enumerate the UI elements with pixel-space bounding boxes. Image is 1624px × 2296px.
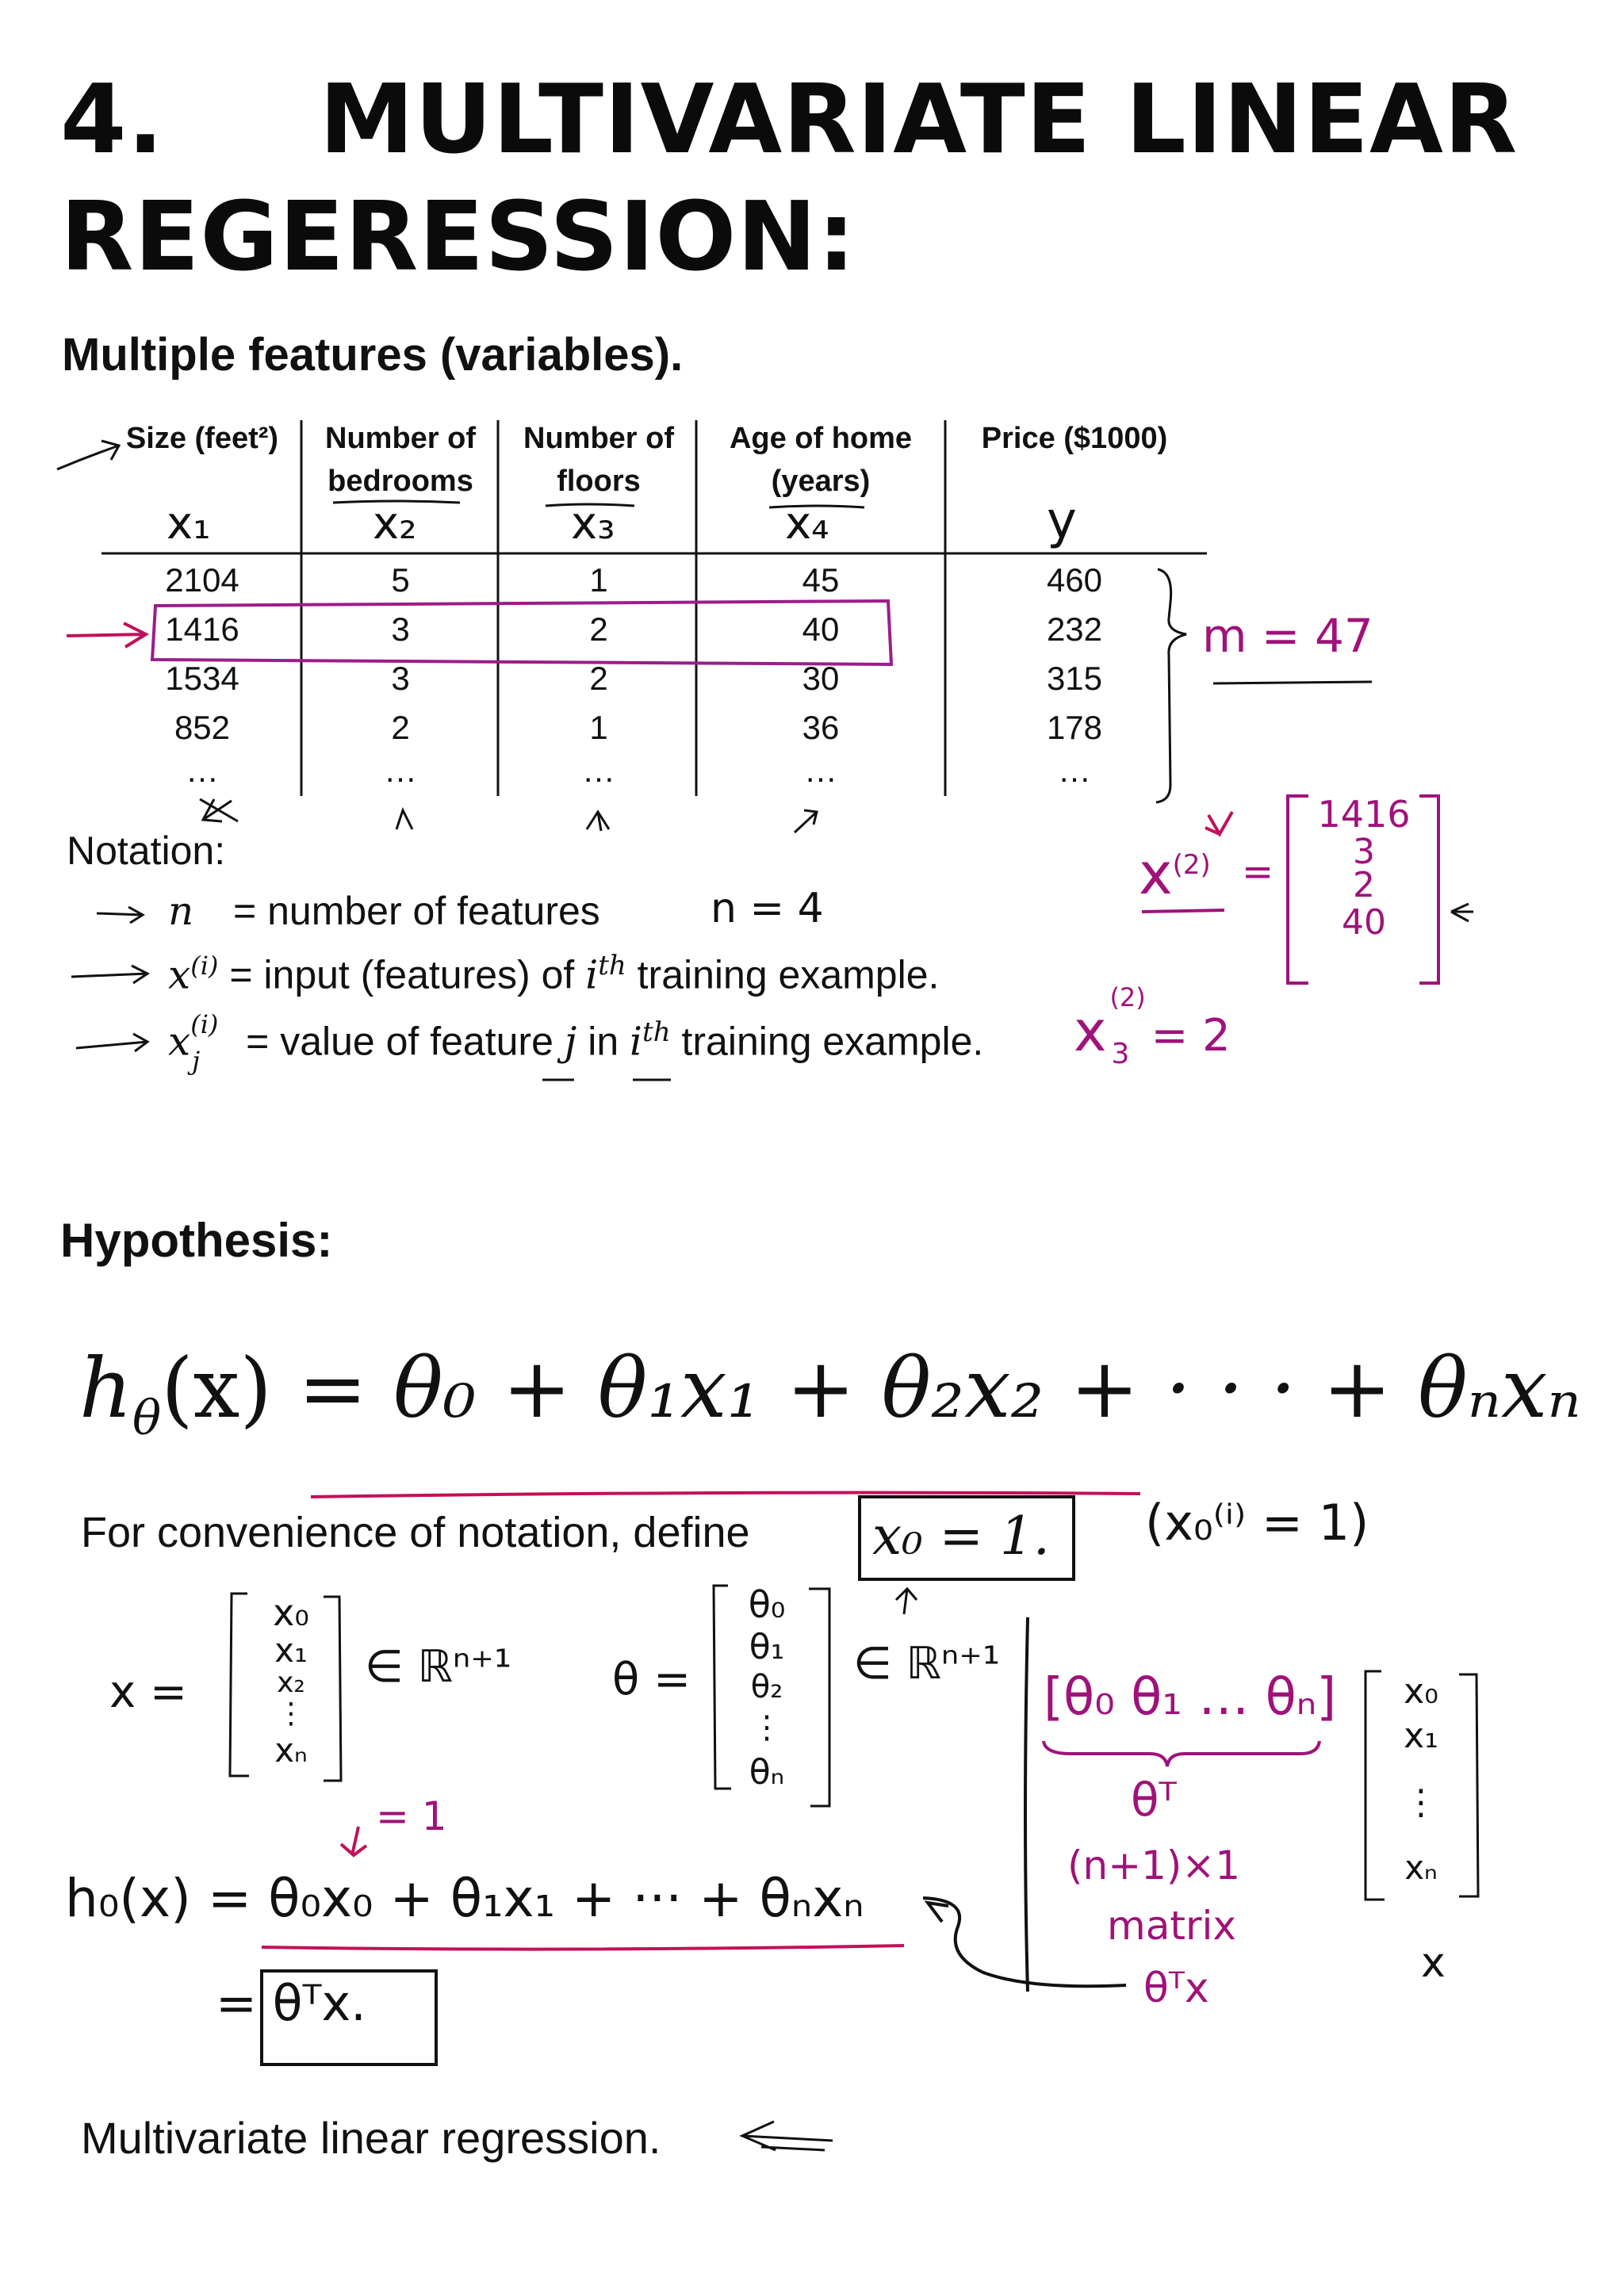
title-text-1: MULTIVARIATE LINEAR	[319, 65, 1519, 175]
header-age: Age of home (years)	[729, 422, 913, 498]
x-column-label: x	[1421, 1939, 1446, 1987]
var-label-x1: x₁	[167, 498, 211, 549]
header-floors: Number of floors	[523, 422, 674, 498]
x-vector: x₀ x₁ x₂ ⋮ xₙ	[273, 1591, 309, 1770]
notation-line-x-ij: x (i) j = value of feature j in $i^{th}$ training example.	[168, 1008, 984, 1076]
var-label-y: y	[1047, 492, 1077, 550]
x2-label: $x^{(2)}$	[1139, 840, 1211, 907]
x-column-vector: x₀ x₁ ⋮ xₙ	[1404, 1671, 1438, 1887]
header-bedrooms: Number of bedrooms	[325, 422, 476, 498]
theta-space: ∈ ℝⁿ⁺¹	[853, 1638, 1001, 1689]
theta-row-vector: [θ₀ θ₁ … θₙ]	[1044, 1668, 1337, 1727]
x-space: ∈ ℝⁿ⁺¹	[365, 1641, 512, 1693]
matrix-word: matrix	[1107, 1903, 1236, 1949]
var-label-x4: x₄	[785, 498, 829, 549]
title-number: 4.	[60, 65, 165, 175]
dims-note: (n+1)×1	[1067, 1843, 1241, 1888]
footer-text: Multivariate linear regression.	[81, 2113, 661, 2163]
expansion-line: h₀(x) = θ₀x₀ + θ₁x₁ + ··· + θₙxₙ	[65, 1868, 864, 1929]
theta-T: θᵀ	[1131, 1773, 1177, 1827]
theta-T-x: θᵀx	[1143, 1965, 1209, 2012]
convenience-text: For convenience of notation, define	[81, 1509, 750, 1556]
notation-line-x-i: $x^{(i)}$ = input (features) of $i^{th}$ training example.	[168, 950, 940, 998]
row-highlight-box	[152, 601, 891, 664]
x2-vector: 1416 3 2 40	[1317, 793, 1411, 943]
header-price: Price ($1000)	[981, 422, 1168, 455]
title-line2: REGERESSION:	[60, 182, 856, 293]
expansion-result: = θᵀx.	[216, 1974, 366, 2032]
x3-2-expression: x (2) 3 = 2	[1074, 982, 1231, 1070]
data-table: Size (feet²) Number of bedrooms Number of floors Age of home (years) Price ($1000) x₁ x₂ x₃ x₄ y 2104 5 1 45 460 1416 3 2 40 232 1534 3 2 30 315 852 2 1 36 178 … … … … …	[103, 412, 1213, 801]
hypothesis-formula: $h_\theta(x) = \theta_0 + \theta_1x_1 + \theta_2x_2$ + · · · + θₙxₙ	[79, 1340, 1581, 1446]
row-arrow-icon	[67, 623, 146, 647]
footer-arrow-icon	[742, 2122, 833, 2150]
x0-side-note: (x₀⁽ⁱ⁾ = 1)	[1145, 1494, 1369, 1552]
theta-vector: θ₀ θ₁ θ₂ ⋮ θₙ	[748, 1583, 786, 1793]
n-equals-4: n = 4	[710, 885, 824, 932]
header-arrow-icon	[57, 441, 119, 469]
panel-divider	[1025, 1617, 1028, 1992]
theta-vector-label: θ =	[612, 1654, 691, 1705]
eq-one-note: = 1	[376, 1793, 447, 1839]
m-note: m = 47	[1202, 609, 1373, 663]
result-box	[262, 1971, 436, 2064]
notation-line-n: n = number of features	[168, 888, 600, 934]
var-label-x2: x₂	[373, 498, 417, 549]
hypothesis-heading: Hypothesis:	[60, 1214, 333, 1267]
x-vector-label: x =	[109, 1667, 187, 1718]
x2-equals: =	[1242, 850, 1274, 894]
define-x0-box: x₀ = 1.	[858, 1495, 1075, 1581]
rows-brace	[1156, 569, 1186, 802]
header-size: Size (feet²)	[125, 422, 279, 455]
features-heading: Multiple features (variables).	[62, 329, 684, 381]
var-label-x3: x₃	[571, 498, 615, 549]
notation-heading: Notation:	[67, 828, 226, 873]
